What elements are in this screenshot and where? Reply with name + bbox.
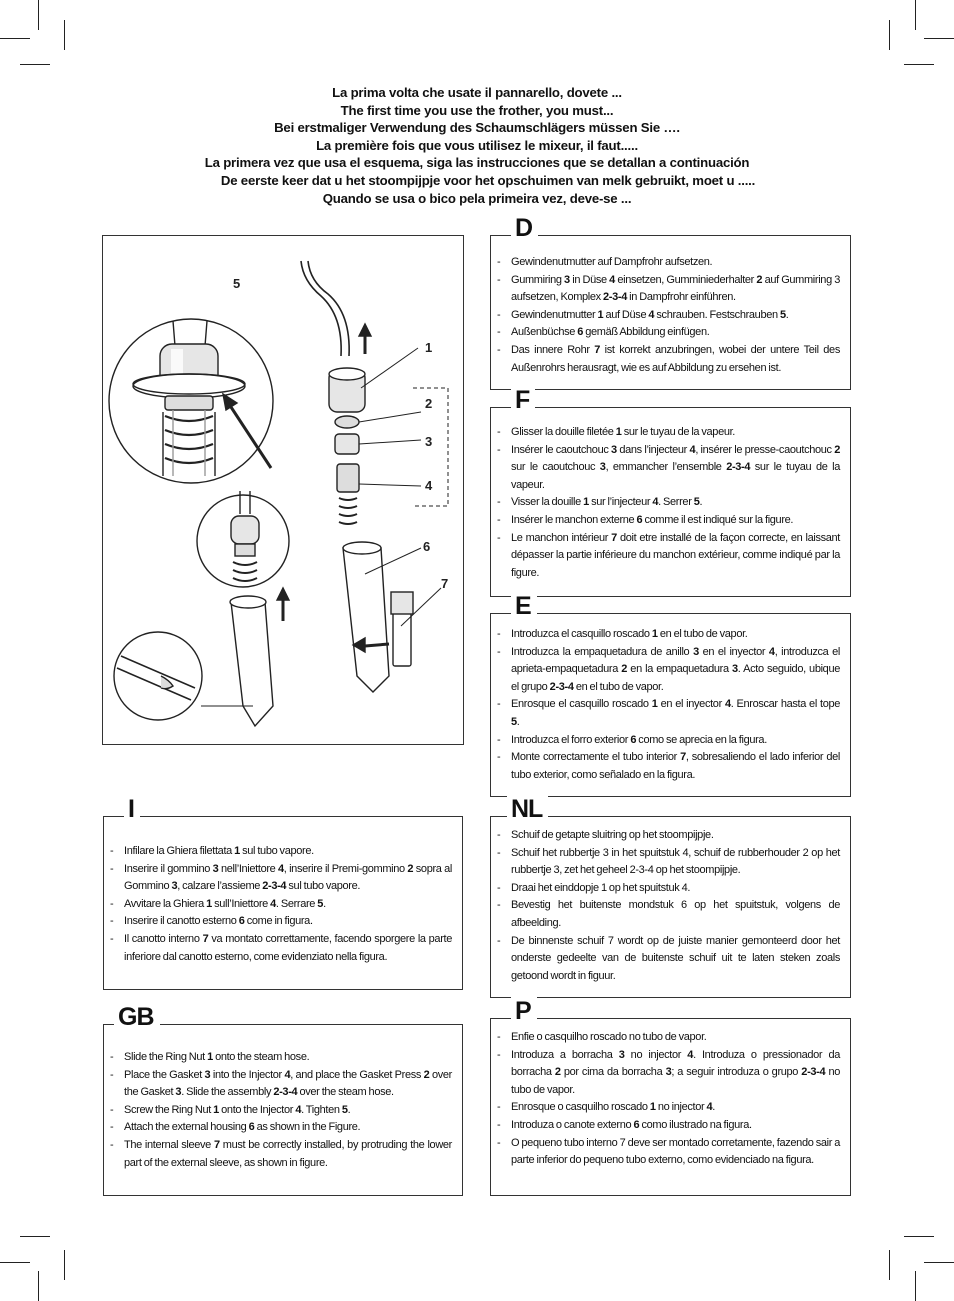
section-code-es: E: [511, 592, 537, 620]
section-it: [103, 795, 463, 990]
part-number: 4: [648, 308, 655, 321]
instruction-text: onto the steam hose.: [212, 1051, 310, 1063]
instruction-text: must be correctly installed, by protruding the lower part of the external sleeve, as shown in figure.: [124, 1138, 452, 1169]
instruction-text: Gewindenutmutter auf Dampfrohr aufsetzen.: [511, 256, 713, 268]
part-number: 6: [248, 1121, 255, 1134]
instruction-list-nl: [497, 827, 840, 985]
instruction-item: [110, 896, 452, 914]
crop-mark: [0, 38, 30, 39]
instruction-text: De binnenste schuif 7 wordt op de juiste manier gemonteerd door het onderste gedeelte van de buitenste schuif uit te laten steken zoals getoond wordt in figuur.: [511, 934, 840, 982]
heading-line-nl: De eerste keer dat u het stoompijpje voor het opschuimen van melk gebruikt, moet u .....: [220, 172, 756, 188]
box-top-border: [491, 1018, 511, 1019]
heading-line-de: Bei erstmaliger Verwendung des Schaumschlägers müssen Sie ….: [274, 120, 680, 136]
instruction-text: , insérer le presse-caoutchouc: [695, 443, 835, 456]
part-number: 2-3-4: [273, 1086, 298, 1099]
instruction-item: [497, 827, 840, 845]
instruction-text: Introduza o canote externo: [511, 1118, 634, 1131]
instruction-text: , sobresaliendo el lado inferior del tubo exterior, como señalado en la figura.: [511, 751, 840, 781]
instruction-text: no injector: [655, 1101, 707, 1114]
instruction-text: , emmancher l’ensemble: [605, 461, 727, 474]
instruction-item: [110, 913, 452, 931]
part-number: 2-3-4: [726, 461, 751, 474]
instruction-text: sopra al Gommino: [124, 862, 452, 893]
part-number: 4: [609, 273, 615, 286]
instruction-item: [497, 254, 840, 272]
instruction-item: [497, 1135, 840, 1170]
instruction-text: .: [712, 1101, 716, 1114]
section-de: [490, 214, 851, 390]
instruction-item: [497, 512, 840, 530]
instruction-text: onto the Injector: [218, 1103, 296, 1116]
instruction-item: [497, 272, 840, 307]
section-code-nl: NL: [507, 795, 548, 823]
crop-mark: [64, 20, 65, 50]
part-number: 3: [175, 1086, 182, 1099]
part-number: 4: [278, 862, 284, 875]
instruction-list-gb: [110, 1049, 452, 1172]
part-number: 2-3-4: [801, 1066, 826, 1079]
instruction-item: [497, 880, 840, 898]
part-number: 3: [599, 461, 606, 474]
part-number: 6: [577, 326, 584, 339]
instruction-text: por cima da borracha: [560, 1066, 666, 1079]
part-number: 3: [665, 1066, 672, 1079]
crop-mark: [924, 38, 954, 39]
instruction-text: . Acto seguido, ubique el grupo: [511, 663, 840, 693]
instruction-text: Inserire il canotto esterno: [124, 915, 239, 928]
callout-2: 2: [425, 396, 433, 411]
instruction-text: sull’Iniettore: [211, 897, 271, 910]
instruction-text: . Tighten: [301, 1103, 342, 1116]
crop-mark: [38, 1271, 39, 1301]
section-nl: [490, 795, 851, 998]
part-number: 1: [234, 845, 240, 857]
multilingual-heading: [0, 84, 954, 207]
instruction-list-es: [497, 626, 840, 784]
box-top-border: [104, 816, 124, 817]
instruction-text: Attach the external housing: [124, 1121, 249, 1134]
crop-mark: [915, 1271, 916, 1301]
section-fr: [490, 386, 851, 597]
section-code-it: I: [124, 795, 140, 823]
instruction-text: Bevestig het buitenste mondstuk 6 op het spuitstuk, volgens de afbeelding.: [511, 899, 840, 929]
instruction-item: [497, 644, 840, 697]
part-number: 5: [341, 1103, 348, 1116]
part-number: 2-3-4: [603, 291, 627, 304]
instruction-text: en la empaquetadura: [627, 663, 732, 676]
instruction-item: [110, 843, 452, 861]
instruction-text: in Düse: [569, 273, 610, 286]
instruction-text: Introduza a borracha: [511, 1048, 619, 1061]
instruction-text: over the Gasket: [124, 1068, 452, 1099]
heading-line-en: The first time you use the frother, you must...: [340, 102, 614, 118]
instruction-item: [110, 1137, 452, 1172]
part-number: 6: [238, 915, 245, 928]
part-number: 3: [564, 273, 570, 286]
section-gb: [103, 1003, 463, 1196]
instruction-text: .: [785, 308, 789, 321]
part-number: 4: [687, 1048, 694, 1061]
instruction-text: nell’Iniettore: [218, 862, 279, 875]
instruction-text: . Serrer: [658, 496, 694, 509]
instruction-item: [497, 530, 840, 583]
instruction-item: [497, 1029, 840, 1047]
instruction-text: einsetzen, Gumminiederhalter: [614, 273, 757, 286]
part-number: 4: [768, 645, 775, 658]
instruction-text: Glisser la douille filetée: [511, 426, 616, 438]
instruction-item: [497, 696, 840, 731]
part-number: 7: [611, 531, 617, 544]
instruction-text: , calzare l’assieme: [177, 880, 263, 893]
instruction-text: sur le tuyau de la vapeur.: [621, 426, 736, 438]
instruction-text: Introduzca el forro exterior: [511, 733, 631, 746]
box-top-border: [491, 613, 511, 614]
part-number: 7: [202, 932, 209, 945]
instruction-text: Il canotto interno: [124, 932, 203, 945]
heading-line-es: La primera vez que usa el esquema, siga las instrucciones que se detallan a continuación: [204, 155, 750, 171]
crop-mark: [915, 0, 916, 30]
instruction-item: [497, 1047, 840, 1100]
instruction-text: Insérer le manchon externe: [511, 513, 637, 526]
part-number: 2: [756, 273, 763, 286]
instruction-text: Introduzca la empaquetadura de anillo: [511, 645, 694, 658]
instruction-text: as shown in the Figure.: [254, 1121, 361, 1134]
instruction-text: . Serrare: [275, 897, 318, 910]
part-number: 1: [651, 628, 658, 640]
instruction-item: [497, 933, 840, 986]
instruction-text: Das innere Rohr: [511, 343, 595, 356]
heading-line-pt: Quando se usa o bico pela primeira vez, deve-se ...: [322, 190, 632, 206]
instruction-item: [497, 845, 840, 880]
instruction-text: .: [516, 715, 520, 728]
instruction-text: en el tubo de vapor.: [573, 680, 664, 693]
part-number: 7: [594, 343, 601, 356]
part-number: 2: [423, 1068, 430, 1081]
instruction-text: sul tubo vapore.: [286, 880, 361, 893]
instruction-item: [110, 1102, 452, 1120]
instruction-text: en el inyector: [657, 698, 725, 711]
instruction-text: , inserire il Premi-gommino: [283, 862, 408, 875]
instruction-text: sur l’injecteur: [588, 496, 653, 509]
part-number: 1: [651, 698, 658, 711]
instruction-item: [497, 1099, 840, 1117]
instruction-text: Monte correctamente el tubo interior: [511, 751, 681, 764]
instruction-text: Draai het einddopje 1 op het spuitstuk 4.: [511, 881, 691, 894]
callout-3: 3: [425, 434, 433, 449]
instruction-list-it: [110, 843, 452, 966]
part-number: 1: [615, 426, 622, 438]
instruction-item: [110, 1067, 452, 1102]
part-number: 6: [636, 513, 643, 526]
callout-5: 5: [233, 276, 241, 291]
part-number: 2: [407, 862, 414, 875]
instruction-text: ; a seguir introduza o grupo: [671, 1066, 802, 1079]
instruction-text: .: [699, 496, 703, 509]
heading-line-it: La prima volta che usate il pannarello, dovete ...: [332, 85, 622, 100]
crop-mark: [904, 64, 934, 65]
instruction-item: [110, 1049, 452, 1067]
part-number: 4: [295, 1103, 302, 1116]
part-number: 3: [212, 862, 219, 875]
instruction-list-de: [497, 254, 840, 377]
section-code-gb: GB: [114, 1003, 160, 1031]
instruction-item: [497, 732, 840, 750]
part-number: 7: [213, 1138, 220, 1151]
instruction-item: [497, 307, 840, 325]
instruction-text: Slide the Ring Nut: [124, 1051, 208, 1063]
part-number: 2-3-4: [549, 680, 574, 693]
instruction-text: .: [323, 897, 326, 910]
instruction-text: Place the Gasket: [124, 1068, 205, 1081]
part-number: 5: [317, 897, 324, 910]
crop-mark: [0, 1262, 30, 1263]
instruction-text: Gewindenutmutter: [511, 308, 598, 321]
instruction-text: into the Injector: [210, 1068, 285, 1081]
part-number: 4: [652, 496, 659, 509]
part-number: 3: [618, 1048, 625, 1061]
instruction-text: over the steam hose.: [297, 1086, 394, 1099]
instruction-text: Außenbüchse: [511, 326, 578, 339]
instruction-text: en el tubo de vapor.: [657, 628, 748, 640]
instruction-text: Infilare la Ghiera filettata: [124, 845, 235, 857]
instruction-text: . Introduza o pressionador da borracha: [511, 1048, 840, 1079]
instruction-text: The internal sleeve: [124, 1138, 214, 1151]
instruction-text: in Dampfrohr einführen.: [626, 291, 736, 304]
part-number: 3: [171, 880, 178, 893]
instruction-text: como se aprecia en la figura.: [636, 733, 767, 746]
instruction-text: dans l’injecteur: [616, 443, 690, 456]
instruction-text: .: [347, 1103, 351, 1116]
instruction-item: [497, 626, 840, 644]
instruction-text: Introduzca el casquillo roscado: [511, 628, 652, 640]
part-number: 3: [204, 1068, 211, 1081]
assembly-illustration: [102, 235, 464, 745]
instruction-item: [497, 1117, 840, 1135]
part-number: 1: [583, 496, 589, 509]
box-top-border: [491, 816, 507, 817]
instruction-text: no injector: [624, 1048, 688, 1061]
instruction-item: [110, 1119, 452, 1137]
callout-6: 6: [423, 539, 431, 554]
part-number: 1: [207, 1051, 213, 1063]
callout-4: 4: [425, 478, 433, 493]
crop-mark: [889, 1250, 890, 1280]
section-code-de: D: [511, 214, 538, 242]
crop-mark: [38, 0, 39, 30]
instruction-item: [497, 749, 840, 784]
instruction-text: . Slide the assembly: [181, 1086, 274, 1099]
crop-mark: [20, 64, 50, 65]
callout-7: 7: [441, 576, 449, 591]
instruction-text: en el inyector: [698, 645, 769, 658]
crop-mark: [889, 20, 890, 50]
instruction-text: Avvitare la Ghiera: [124, 897, 207, 910]
instruction-text: Schuif de getapte sluitring op het stoompijpje.: [511, 829, 714, 841]
frother-assembly-drawing: [103, 236, 465, 746]
instruction-item: [110, 931, 452, 966]
part-number: 4: [270, 897, 276, 910]
section-es: [490, 592, 851, 797]
instruction-item: [497, 897, 840, 932]
instruction-text: Enrosque el casquillo roscado: [511, 698, 652, 711]
instruction-text: Enfie o casquilho roscado no tubo de vapor.: [511, 1031, 707, 1043]
instruction-text: sur le tuyau de la vapeur.: [511, 461, 840, 491]
instruction-text: , introduzca el aprieta-empaquetadura: [511, 645, 841, 676]
part-number: 6: [630, 733, 637, 746]
part-number: 7: [680, 751, 686, 764]
crop-mark: [904, 1236, 934, 1237]
section-pt: [490, 997, 851, 1196]
instruction-list-fr: [497, 424, 840, 582]
instruction-text: Inserire il gommino: [124, 862, 213, 875]
part-number: 2: [834, 443, 841, 456]
heading-line-fr: La première fois que vous utilisez le mixeur, il faut.....: [316, 137, 638, 153]
instruction-item: [497, 424, 840, 442]
crop-mark: [924, 1262, 954, 1263]
instruction-item: [110, 861, 452, 896]
instruction-text: . Enroscar hasta el tope: [730, 698, 840, 711]
box-top-border: [104, 1024, 114, 1025]
instruction-text: Le manchon intérieur: [511, 531, 612, 544]
section-code-fr: F: [511, 386, 535, 414]
instruction-text: Schuif het rubbertje 3 in het spuitstuk 4, schuif de rubberhouder 2 op het rubbertje 3, zet het geheel 2-3-4 op het stoompijpje.: [511, 846, 840, 877]
instruction-text: O pequeno tubo interno 7 deve ser montado corretamente, fazendo sair a parte inferior do pequeno tubo externo, como evidenciado na figura.: [511, 1136, 840, 1167]
instruction-text: comme il est indiqué sur la figure.: [642, 513, 794, 526]
instruction-item: [497, 342, 840, 377]
part-number: 6: [633, 1118, 640, 1131]
instruction-text: Insérer le caoutchouc: [511, 443, 612, 456]
part-number: 1: [649, 1101, 656, 1114]
instruction-item: [497, 442, 840, 495]
instruction-text: Visser la douille: [511, 496, 584, 509]
part-number: 4: [706, 1101, 713, 1114]
instruction-text: Gummiring: [511, 273, 565, 286]
instruction-list-pt: [497, 1029, 840, 1170]
part-number: 2: [554, 1066, 561, 1079]
part-number: 2: [621, 663, 628, 676]
instruction-item: [497, 494, 840, 512]
callout-1: 1: [425, 340, 433, 355]
instruction-text: Enrosque o casquilho roscado: [511, 1101, 650, 1114]
part-number: 3: [693, 645, 699, 658]
instruction-text: sul tubo vapore.: [239, 845, 314, 857]
instruction-text: gemäß Abbildung einfügen.: [583, 326, 710, 339]
part-number: 4: [689, 443, 696, 456]
instruction-text: no tubo de vapor.: [511, 1066, 840, 1096]
part-number: 4: [284, 1068, 291, 1081]
instruction-text: va montato correttamente, facendo sporgere la parte inferiore dal canotto esterno, come evidenziato nella figura.: [124, 932, 452, 963]
box-top-border: [491, 407, 511, 408]
instruction-text: auf Düse: [603, 308, 649, 321]
crop-mark: [20, 1236, 50, 1237]
instruction-text: auf Gummiring 3 aufsetzen, Komplex: [511, 273, 841, 304]
part-number: 1: [597, 308, 604, 321]
instruction-item: [497, 324, 840, 342]
box-top-border: [491, 235, 511, 236]
instruction-text: sur le caoutchouc: [511, 461, 600, 474]
crop-mark: [64, 1250, 65, 1280]
part-number: 4: [724, 698, 731, 711]
part-number: 5: [779, 308, 786, 321]
part-number: 3: [611, 443, 617, 456]
instruction-text: come in figura.: [244, 915, 313, 928]
part-number: 1: [213, 1103, 219, 1116]
part-number: 1: [206, 897, 212, 910]
part-number: 2-3-4: [262, 880, 287, 893]
part-number: 3: [732, 663, 738, 676]
part-number: 5: [693, 496, 700, 509]
instruction-text: schrauben. Festschrauben: [654, 308, 780, 321]
instruction-text: Screw the Ring Nut: [124, 1103, 214, 1116]
instruction-text: como ilustrado na figura.: [639, 1118, 752, 1131]
instruction-text: doit etre installé de la façon correcte, en laissant dépasser la partie inférieure du manchon extérieur, comme indiqué par la figure.: [511, 531, 840, 579]
instruction-text: , and place the Gasket Press: [290, 1068, 424, 1081]
section-code-pt: P: [511, 997, 537, 1025]
part-number: 5: [511, 715, 517, 728]
instruction-text: ist korrekt anzubringen, wobei der untere Teil des Außenrohrs herausragt, wie es auf Abbildung zu ersehen ist.: [511, 343, 840, 374]
